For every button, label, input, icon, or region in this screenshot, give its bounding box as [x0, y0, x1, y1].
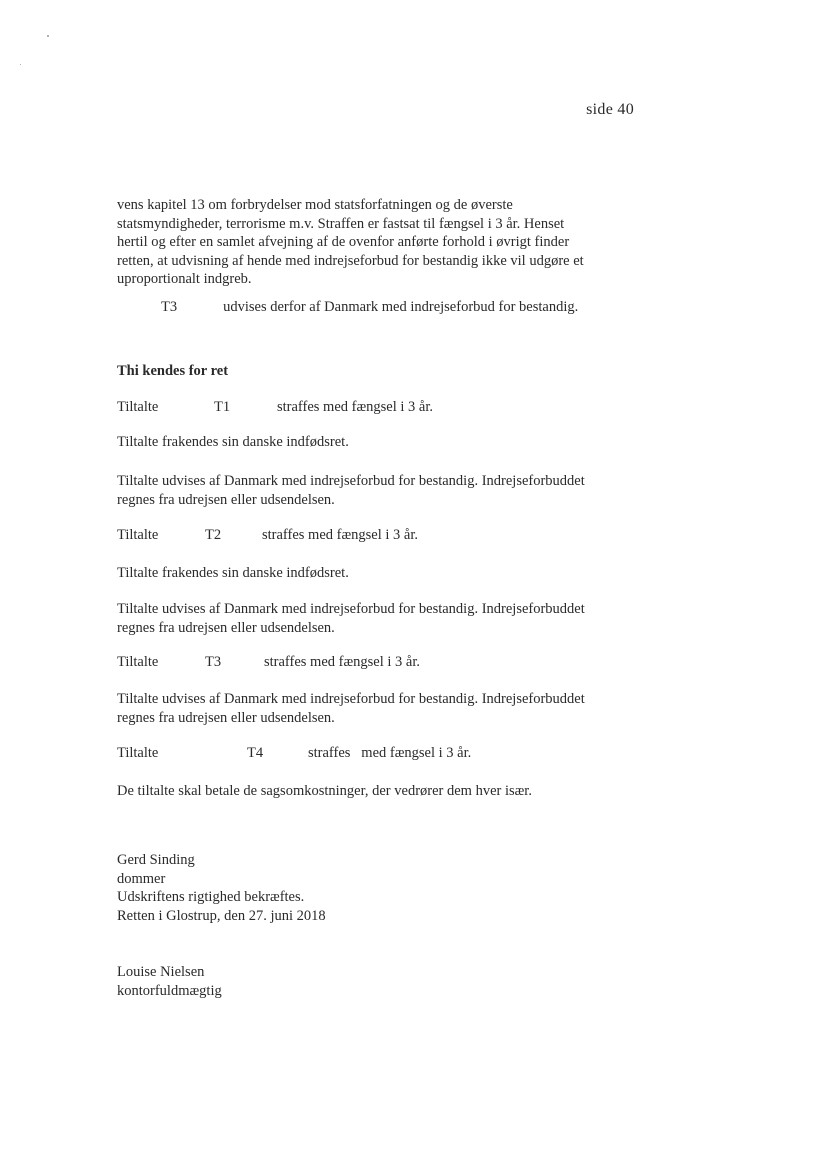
defendant-id: T4 [247, 745, 264, 761]
sentence-text: straffes med fængsel i 3 år. [277, 399, 433, 415]
defendant-id: T1 [214, 399, 231, 415]
scan-speck [47, 35, 49, 37]
sentence-text: straffes med fængsel i 3 år. [264, 654, 420, 670]
court-date: Retten i Glostrup, den 27. juni 2018 [117, 907, 326, 924]
sentence-text: straffes med fængsel i 3 år. [308, 745, 472, 761]
sentence-text: straffes med fængsel i 3 år. [262, 527, 418, 543]
expulsion-paragraph: Tiltalte udvises af Danmark med indrejseforbud for bestandig. Indrejseforbuddet regnes fra udrejsen eller udsendelsen. [117, 691, 585, 726]
judge-title: dommer [117, 870, 166, 887]
defendant-id: T3 [161, 299, 178, 315]
scan-speck [20, 64, 21, 65]
citizenship-revoked: Tiltalte frakendes sin danske indfødsret. [117, 565, 349, 581]
certification-line: Udskriftens rigtighed bekræftes. [117, 889, 305, 905]
t3-expulsion-paragraph [117, 298, 597, 317]
defendant-id: T3 [205, 654, 222, 670]
citizenship-revoked: Tiltalte frakendes sin danske indfødsret. [117, 434, 349, 450]
defendant-label: Tiltalte [117, 399, 159, 415]
defendant-label: Tiltalte [117, 745, 159, 761]
signature-block [117, 851, 597, 925]
costs-paragraph: De tiltalte skal betale de sagsomkostninger, der vedrører dem hver især. [117, 783, 532, 799]
page-number: side 40 [586, 101, 634, 118]
clerk-block [117, 963, 597, 1000]
defendant-label: Tiltalte [117, 527, 159, 543]
intro-paragraph: vens kapitel 13 om forbrydelser mod statsforfatningen og de øverste statsmyndigheder, terrorisme m.v. Straffen er fastsat til fængsel i 3 år. Henset hertil og efter en samlet afvejning af de ovenfor anførte forhold i øvrigt finder retten, at udvisning af hende med indrejseforbud for bestandig ikke vil udgøre et uproportionalt indgreb. [117, 197, 584, 287]
expulsion-statement: udvises derfor af Danmark med indrejseforbud for bestandig. [223, 299, 579, 315]
verdict-heading: Thi kendes for ret [117, 363, 229, 379]
defendant-label: Tiltalte [117, 654, 159, 670]
defendant-id: T2 [205, 527, 222, 543]
clerk-name: Louise Nielsen [117, 964, 205, 980]
judge-name: Gerd Sinding [117, 852, 195, 868]
expulsion-paragraph: Tiltalte udvises af Danmark med indrejseforbud for bestandig. Indrejseforbuddet regnes fra udrejsen eller udsendelsen. [117, 473, 585, 508]
clerk-title: kontorfuldmægtig [117, 982, 222, 999]
expulsion-paragraph: Tiltalte udvises af Danmark med indrejseforbud for bestandig. Indrejseforbuddet regnes fra udrejsen eller udsendelsen. [117, 601, 585, 636]
